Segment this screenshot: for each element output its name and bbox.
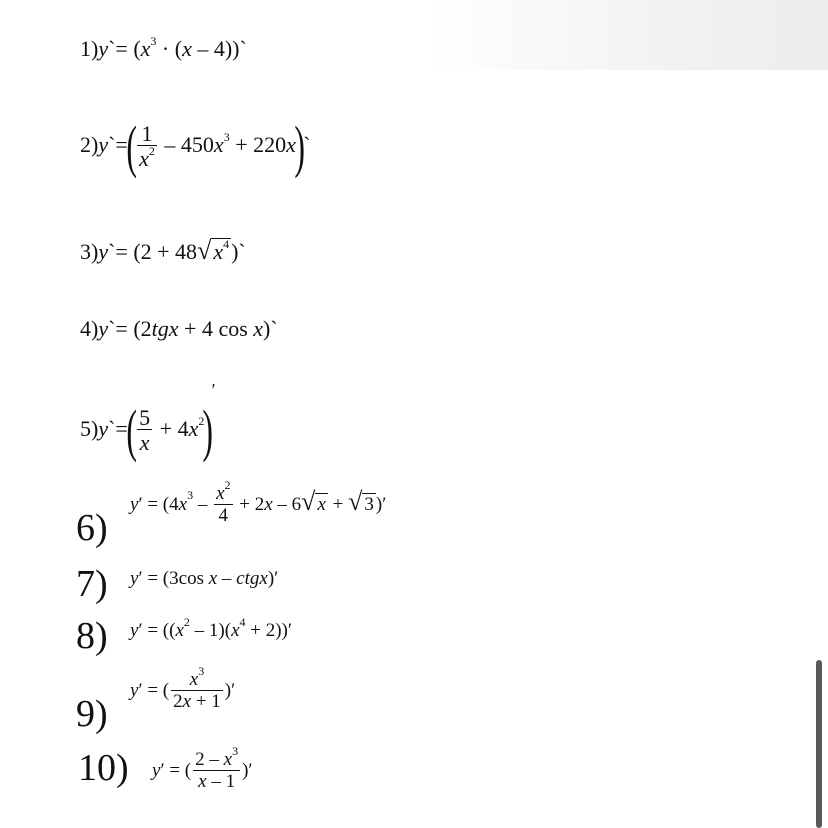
task-number: 5) bbox=[80, 416, 99, 442]
task-2: 2)y`=( $\frac{1}{x^2}$ – $450x^3$ + 220x)` bbox=[80, 114, 311, 179]
task-number: 4) bbox=[80, 316, 99, 341]
task-1: 1)y`= ($x^3 \cdot (x$ – 4))` bbox=[80, 33, 247, 61]
task-6: $y' = (4x^3$ – $\frac{x^2}{4}$ + 2x – 6√ x + √ 3 )′ bbox=[130, 477, 387, 526]
task-9: y′ = ( $\frac{x^3}{2x + 1}$ )′ bbox=[130, 663, 236, 712]
task-number: 8) bbox=[76, 615, 108, 657]
task-8: $y' = ((x^2 - 1)(x^4 + 2))'$ bbox=[130, 614, 293, 641]
task-5: 5)y`=( $\frac{5}{x}$ + $4x^2)'$ bbox=[80, 380, 216, 463]
task-10: y′ = ( $\frac{2 - x^3}{x - 1}$ )′ bbox=[152, 743, 253, 792]
task-number: 10) bbox=[78, 747, 129, 789]
task-number: 2) bbox=[80, 132, 99, 158]
vertical-scrollbar[interactable] bbox=[816, 660, 822, 828]
task-number: 3) bbox=[80, 239, 99, 264]
task-number: 7) bbox=[76, 563, 108, 605]
task-7: y′ = (3cos x – ctgx)′ bbox=[130, 568, 279, 589]
task-number: 9) bbox=[76, 693, 108, 735]
background-shade bbox=[430, 0, 828, 70]
task-number: 1) bbox=[80, 36, 99, 61]
task-4: 4)y`= (2tgx + 4 cos x)` bbox=[80, 316, 278, 341]
task-3: 3)y`= $(2 + 48√x^4)`$ bbox=[80, 236, 246, 265]
task-number: 6) bbox=[76, 507, 108, 549]
